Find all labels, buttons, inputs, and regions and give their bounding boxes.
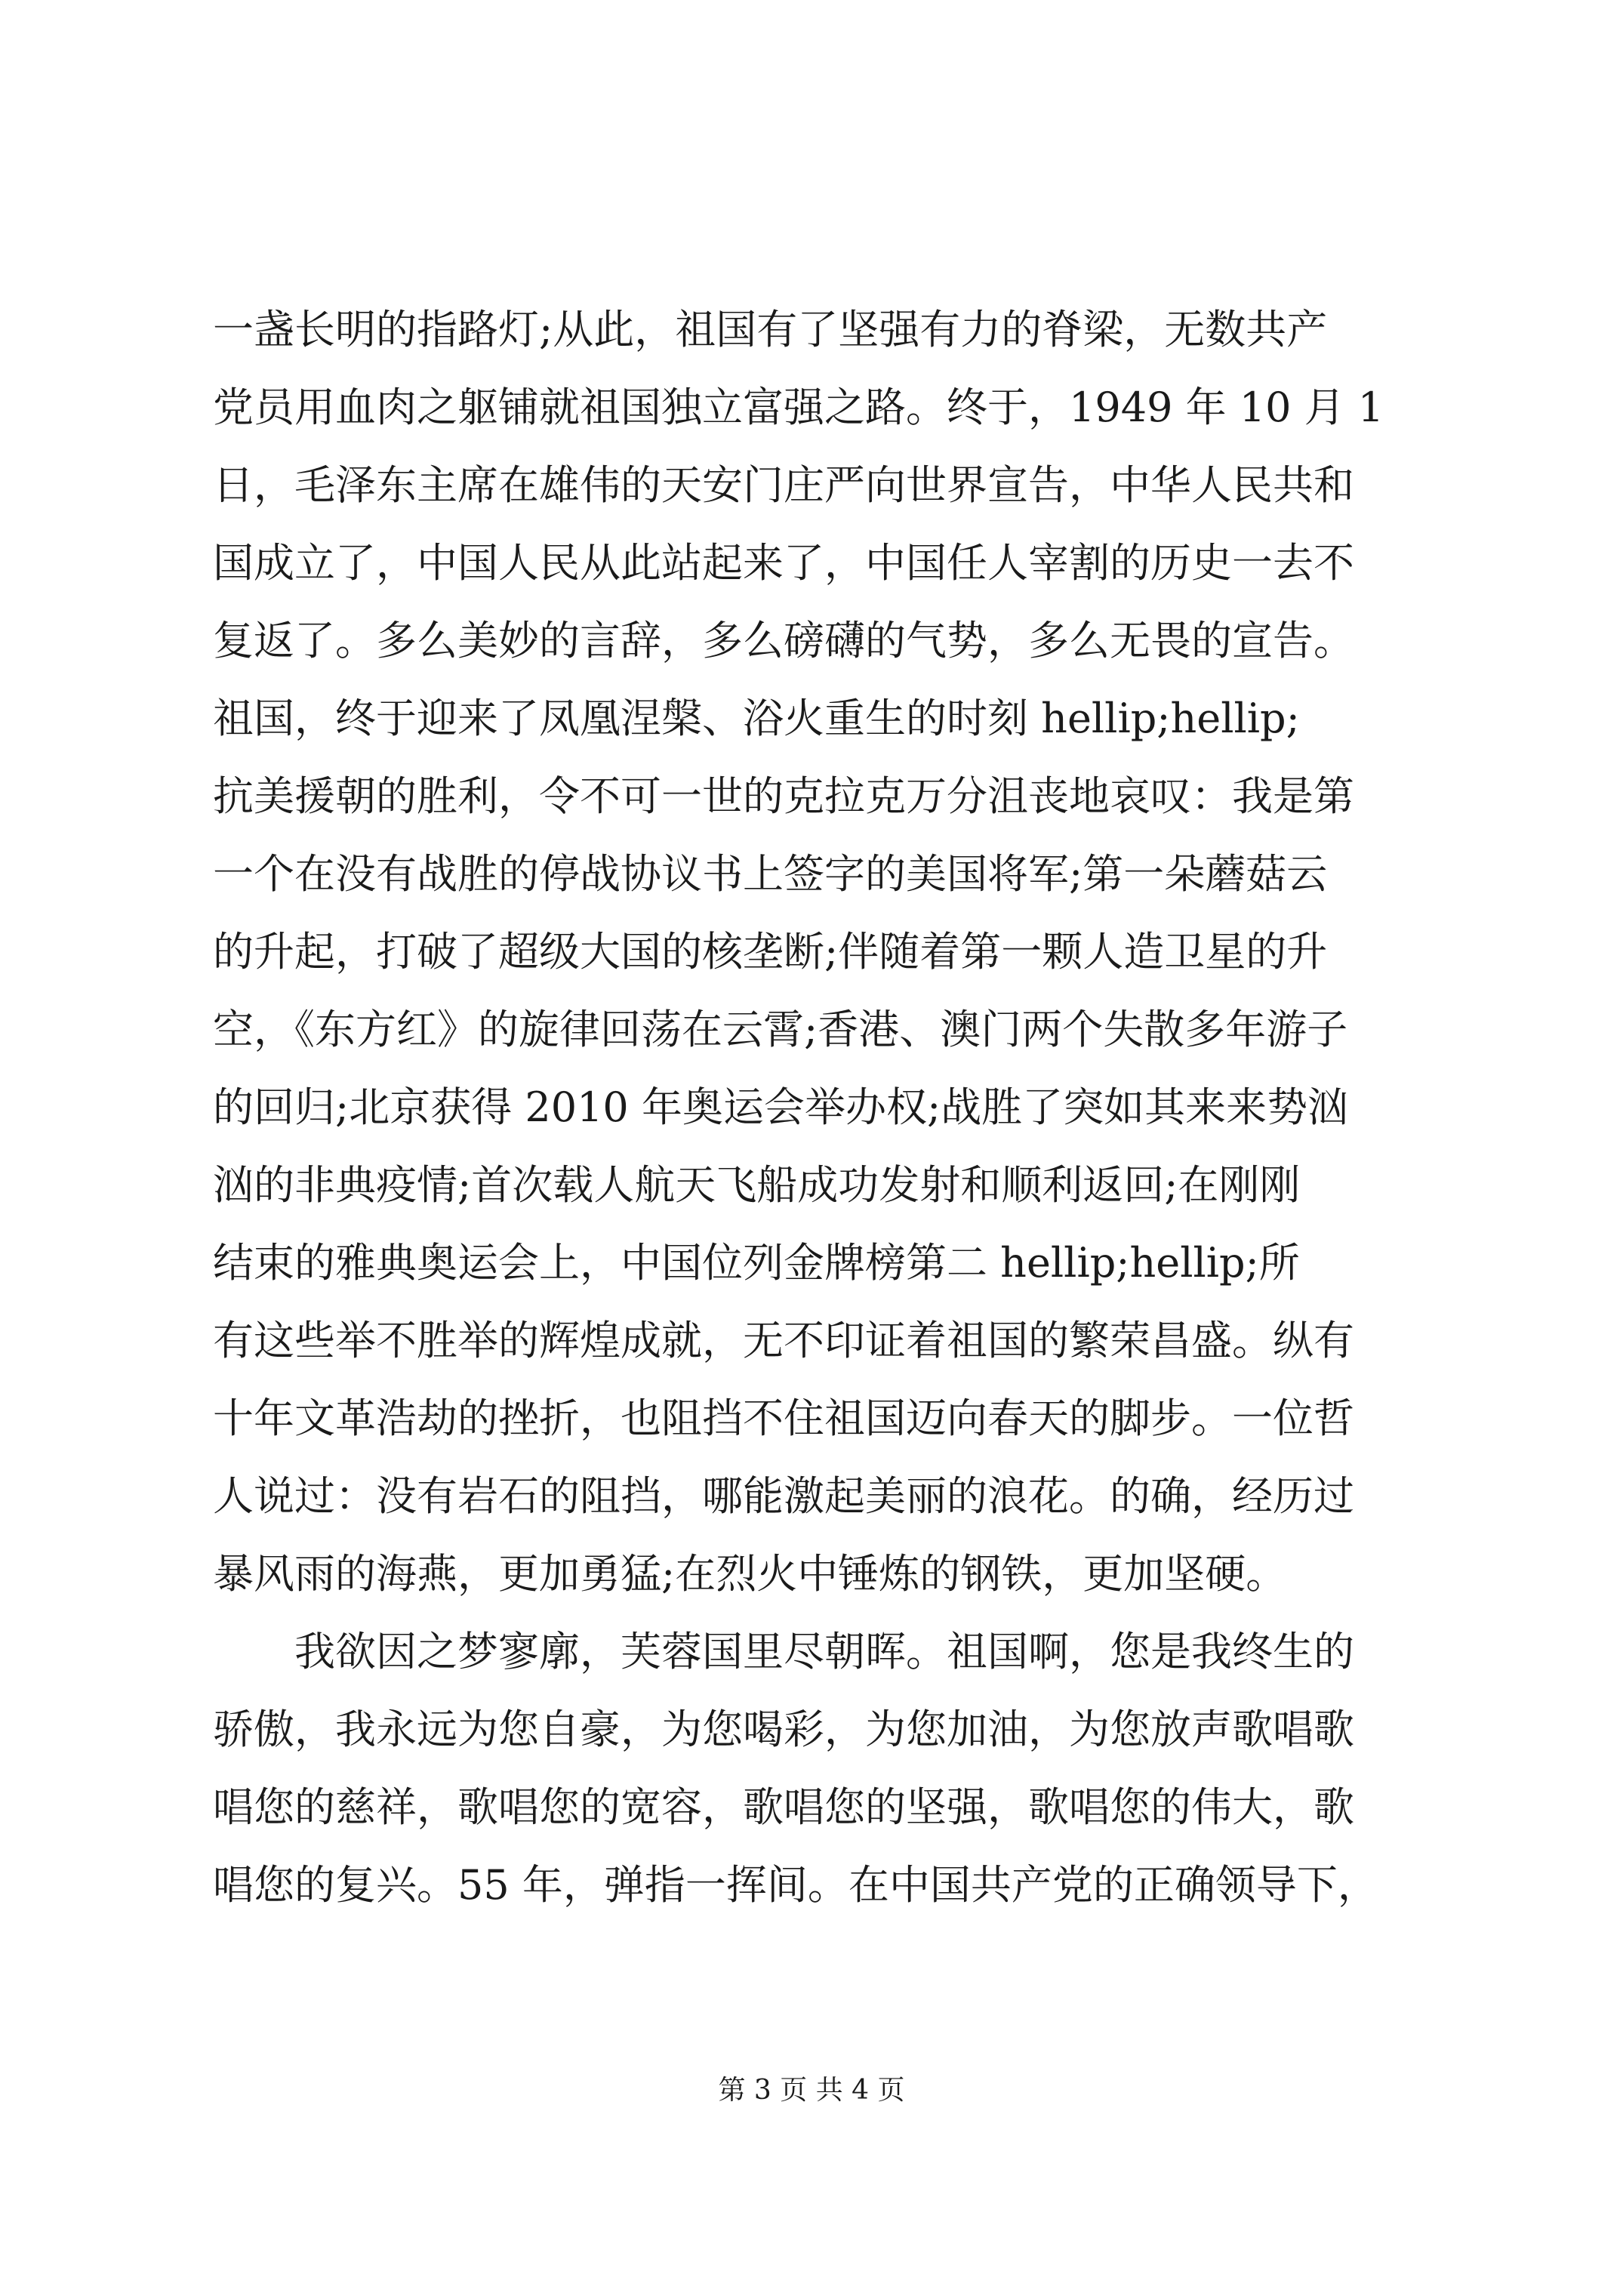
text-line-12: 汹的非典疫情;首次载人航天飞船成功发射和顺利返回;在刚刚 xyxy=(213,1161,1301,1209)
text-line-19: 骄傲，我永远为您自豪，为您喝彩，为您加油，为您放声歌唱歌 xyxy=(213,1706,1354,1753)
text-line-21: 唱您的复兴。55 年，弹指一挥间。在中国共产党的正确领导下， xyxy=(213,1861,1378,1909)
text-line-7: 抗美援朝的胜利，令不可一世的克拉克万分沮丧地哀叹：我是第 xyxy=(213,772,1354,820)
text-line-4: 国成立了，中国人民从此站起来了，中国任人宰割的历史一去不 xyxy=(213,539,1354,587)
text-line-14: 有这些举不胜举的辉煌成就，无不印证着祖国的繁荣昌盛。纵有 xyxy=(213,1317,1354,1364)
text-line-18: 我欲因之梦寥廓，芙蓉国里尽朝晖。祖国啊，您是我终生的 xyxy=(294,1628,1354,1675)
text-line-5: 复返了。多么美妙的言辞，多么磅礴的气势，多么无畏的宣告。 xyxy=(213,617,1354,664)
text-line-11: 的回归;北京获得 2010 年奥运会举办权;战胜了突如其来来势汹 xyxy=(213,1083,1349,1131)
text-line-6: 祖国，终于迎来了凤凰涅槃、浴火重生的时刻 hellip;hellip; xyxy=(213,695,1300,742)
text-line-9: 的升起，打破了超级大国的核垄断;伴随着第一颗人造卫星的升 xyxy=(213,928,1328,975)
text-line-15: 十年文革浩劫的挫折，也阻挡不住祖国迈向春天的脚步。一位哲 xyxy=(213,1395,1354,1442)
body-text xyxy=(213,291,1436,1924)
text-line-17: 暴风雨的海燕，更加勇猛;在烈火中锤炼的钢铁，更加坚硬。 xyxy=(213,1550,1287,1598)
text-line-13: 结束的雅典奥运会上，中国位列金牌榜第二 hellip;hellip;所 xyxy=(213,1239,1300,1287)
text-line-3: 日，毛泽东主席在雄伟的天安门庄严向世界宣告，中华人民共和 xyxy=(213,461,1354,509)
text-line-2: 党员用血肉之躯铺就祖国独立富强之路。终于，1949 年 10 月 1 xyxy=(213,384,1384,431)
text-line-1: 一盏长明的指路灯;从此，祖国有了坚强有力的脊梁，无数共产 xyxy=(213,306,1328,353)
text-line-10: 空，《东方红》的旋律回荡在云霄;香港、澳门两个失散多年游子 xyxy=(213,1006,1348,1053)
page-footer: 第 3 页 共 4 页 xyxy=(718,2075,905,2106)
text-line-16: 人说过：没有岩石的阻挡，哪能激起美丽的浪花。的确，经历过 xyxy=(213,1472,1354,1520)
text-line-8: 一个在没有战胜的停战协议书上签字的美国将军;第一朵蘑菇云 xyxy=(213,850,1328,898)
text-line-20: 唱您的慈祥，歌唱您的宽容，歌唱您的坚强，歌唱您的伟大，歌 xyxy=(213,1783,1354,1831)
